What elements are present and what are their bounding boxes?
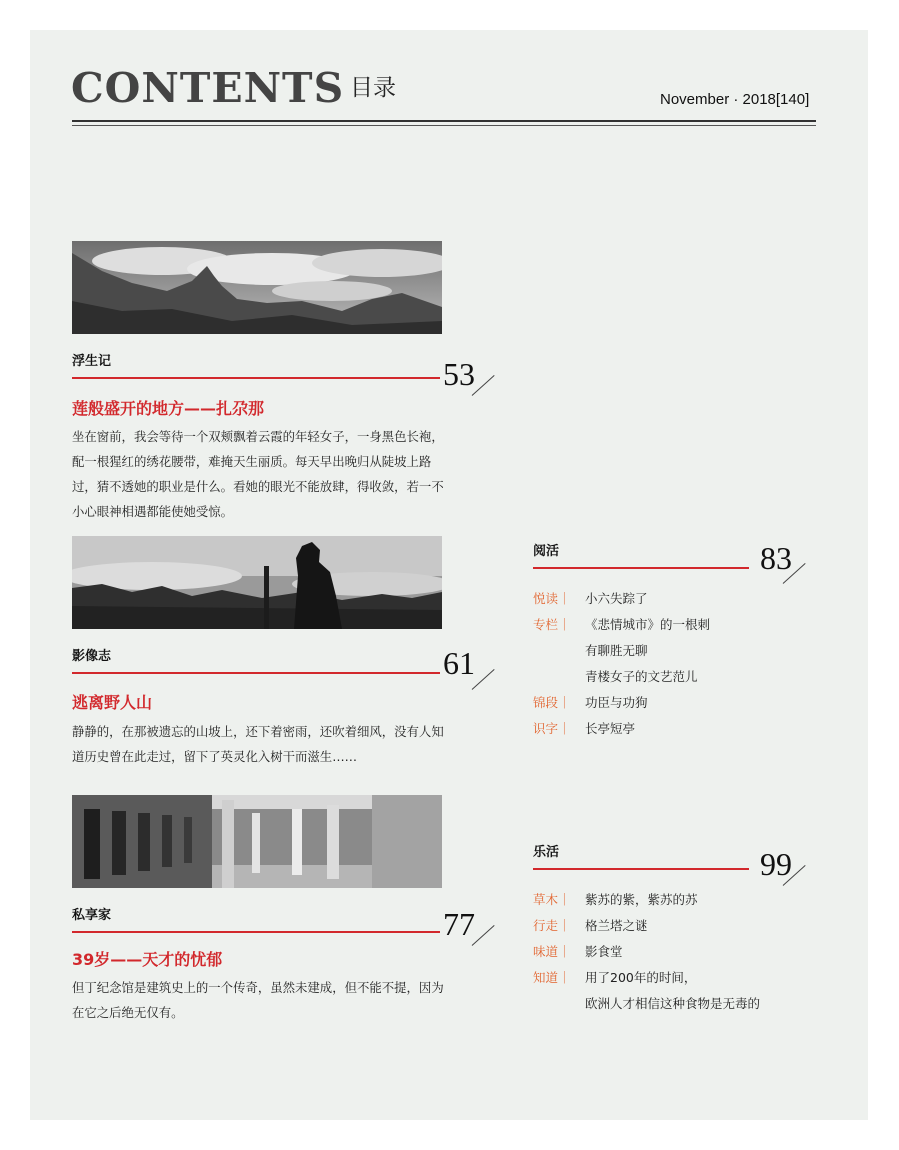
- toc-row[interactable]: [533, 939, 793, 965]
- section-label: 阅活: [533, 544, 560, 559]
- toc-category: 悦读｜: [533, 591, 571, 606]
- page-number: 61: [443, 645, 475, 681]
- toc-item: 《悲情城市》的一根刺: [585, 617, 711, 632]
- page-number: 53: [443, 356, 475, 392]
- toc-row[interactable]: [533, 638, 793, 664]
- toc-category: 知道｜: [533, 970, 571, 985]
- contents-title: CONTENTS: [71, 64, 345, 112]
- toc-row[interactable]: [533, 612, 793, 638]
- toc-item: 小六失踪了: [585, 591, 648, 606]
- page-number: 83: [760, 540, 792, 576]
- toc-category: 味道｜: [533, 944, 571, 959]
- section-label: 乐活: [533, 845, 560, 860]
- toc-row[interactable]: [533, 690, 793, 716]
- toc-category: 识字｜: [533, 721, 571, 736]
- contents-title-cn: 目录: [350, 75, 396, 101]
- toc-row[interactable]: [533, 586, 793, 612]
- toc-row[interactable]: [533, 965, 793, 991]
- silhouette-forest-photo[interactable]: [72, 536, 442, 629]
- toc-item: 用了200年的时间，: [585, 970, 697, 985]
- section-rule: [533, 567, 749, 569]
- toc-item: 影食堂: [585, 944, 623, 959]
- toc-category: 草木｜: [533, 892, 571, 907]
- toc-row[interactable]: [533, 913, 793, 939]
- article-title[interactable]: 莲般盛开的地方——扎尕那: [72, 399, 265, 418]
- section-rule: [72, 931, 440, 933]
- page-number: 99: [760, 846, 792, 882]
- toc-item: 长亭短亭: [585, 721, 636, 736]
- issue-label: November · 2018[140]: [660, 91, 810, 108]
- toc-item: 青楼女子的文艺范儿: [585, 669, 698, 684]
- toc-item: 紫苏的紫，紫苏的苏: [585, 892, 698, 907]
- mountain-landscape-photo[interactable]: [72, 241, 442, 334]
- page-number: 77: [443, 906, 475, 942]
- toc-item: 欧洲人才相信这种食物是无毒的: [585, 996, 761, 1011]
- toc-category: 专栏｜: [533, 617, 571, 632]
- article-summary: 静静的，在那被遗忘的山坡上，还下着密雨，还吹着细风，没有人知道历史曾在此走过，留下了英灵化入树干而滋生……: [72, 724, 444, 764]
- toc-row[interactable]: [533, 664, 793, 690]
- header-rule: [72, 120, 816, 122]
- section-rule: [533, 868, 749, 870]
- toc-list: [533, 586, 793, 742]
- toc-list: [533, 887, 793, 1017]
- section-rule: [72, 672, 440, 674]
- section-label: 浮生记: [72, 354, 112, 369]
- section-rule: [72, 377, 440, 379]
- toc-item: 功臣与功狗: [585, 695, 648, 710]
- header-rule-thin: [72, 125, 816, 126]
- toc-item: 有聊胜无聊: [585, 643, 648, 658]
- toc-category: 行走｜: [533, 918, 571, 933]
- toc-row[interactable]: [533, 887, 793, 913]
- article-title[interactable]: 39岁——天才的忧郁: [72, 950, 223, 969]
- column-hall-photo[interactable]: [72, 795, 442, 888]
- article-summary: 但丁纪念馆是建筑史上的一个传奇，虽然未建成，但不能不提，因为在它之后绝无仅有。: [72, 980, 444, 1020]
- article-title[interactable]: 逃离野人山: [72, 693, 153, 712]
- toc-item: 格兰塔之谜: [585, 918, 648, 933]
- article-summary: 坐在窗前，我会等待一个双颊飘着云霞的年轻女子，一身黑色长袍，配一根猩红的绣花腰带，难掩天生丽质。每天早出晚归从陡坡上路过，猜不透她的职业是什么。看她的眼光不能放肆，得收敛，若一不小心眼神相遇都能使她受惊。: [72, 429, 444, 519]
- toc-category: 锦段｜: [533, 695, 571, 710]
- toc-row[interactable]: [533, 716, 793, 742]
- section-label: 影像志: [72, 649, 112, 664]
- section-label: 私享家: [72, 908, 112, 923]
- toc-row[interactable]: [533, 991, 793, 1017]
